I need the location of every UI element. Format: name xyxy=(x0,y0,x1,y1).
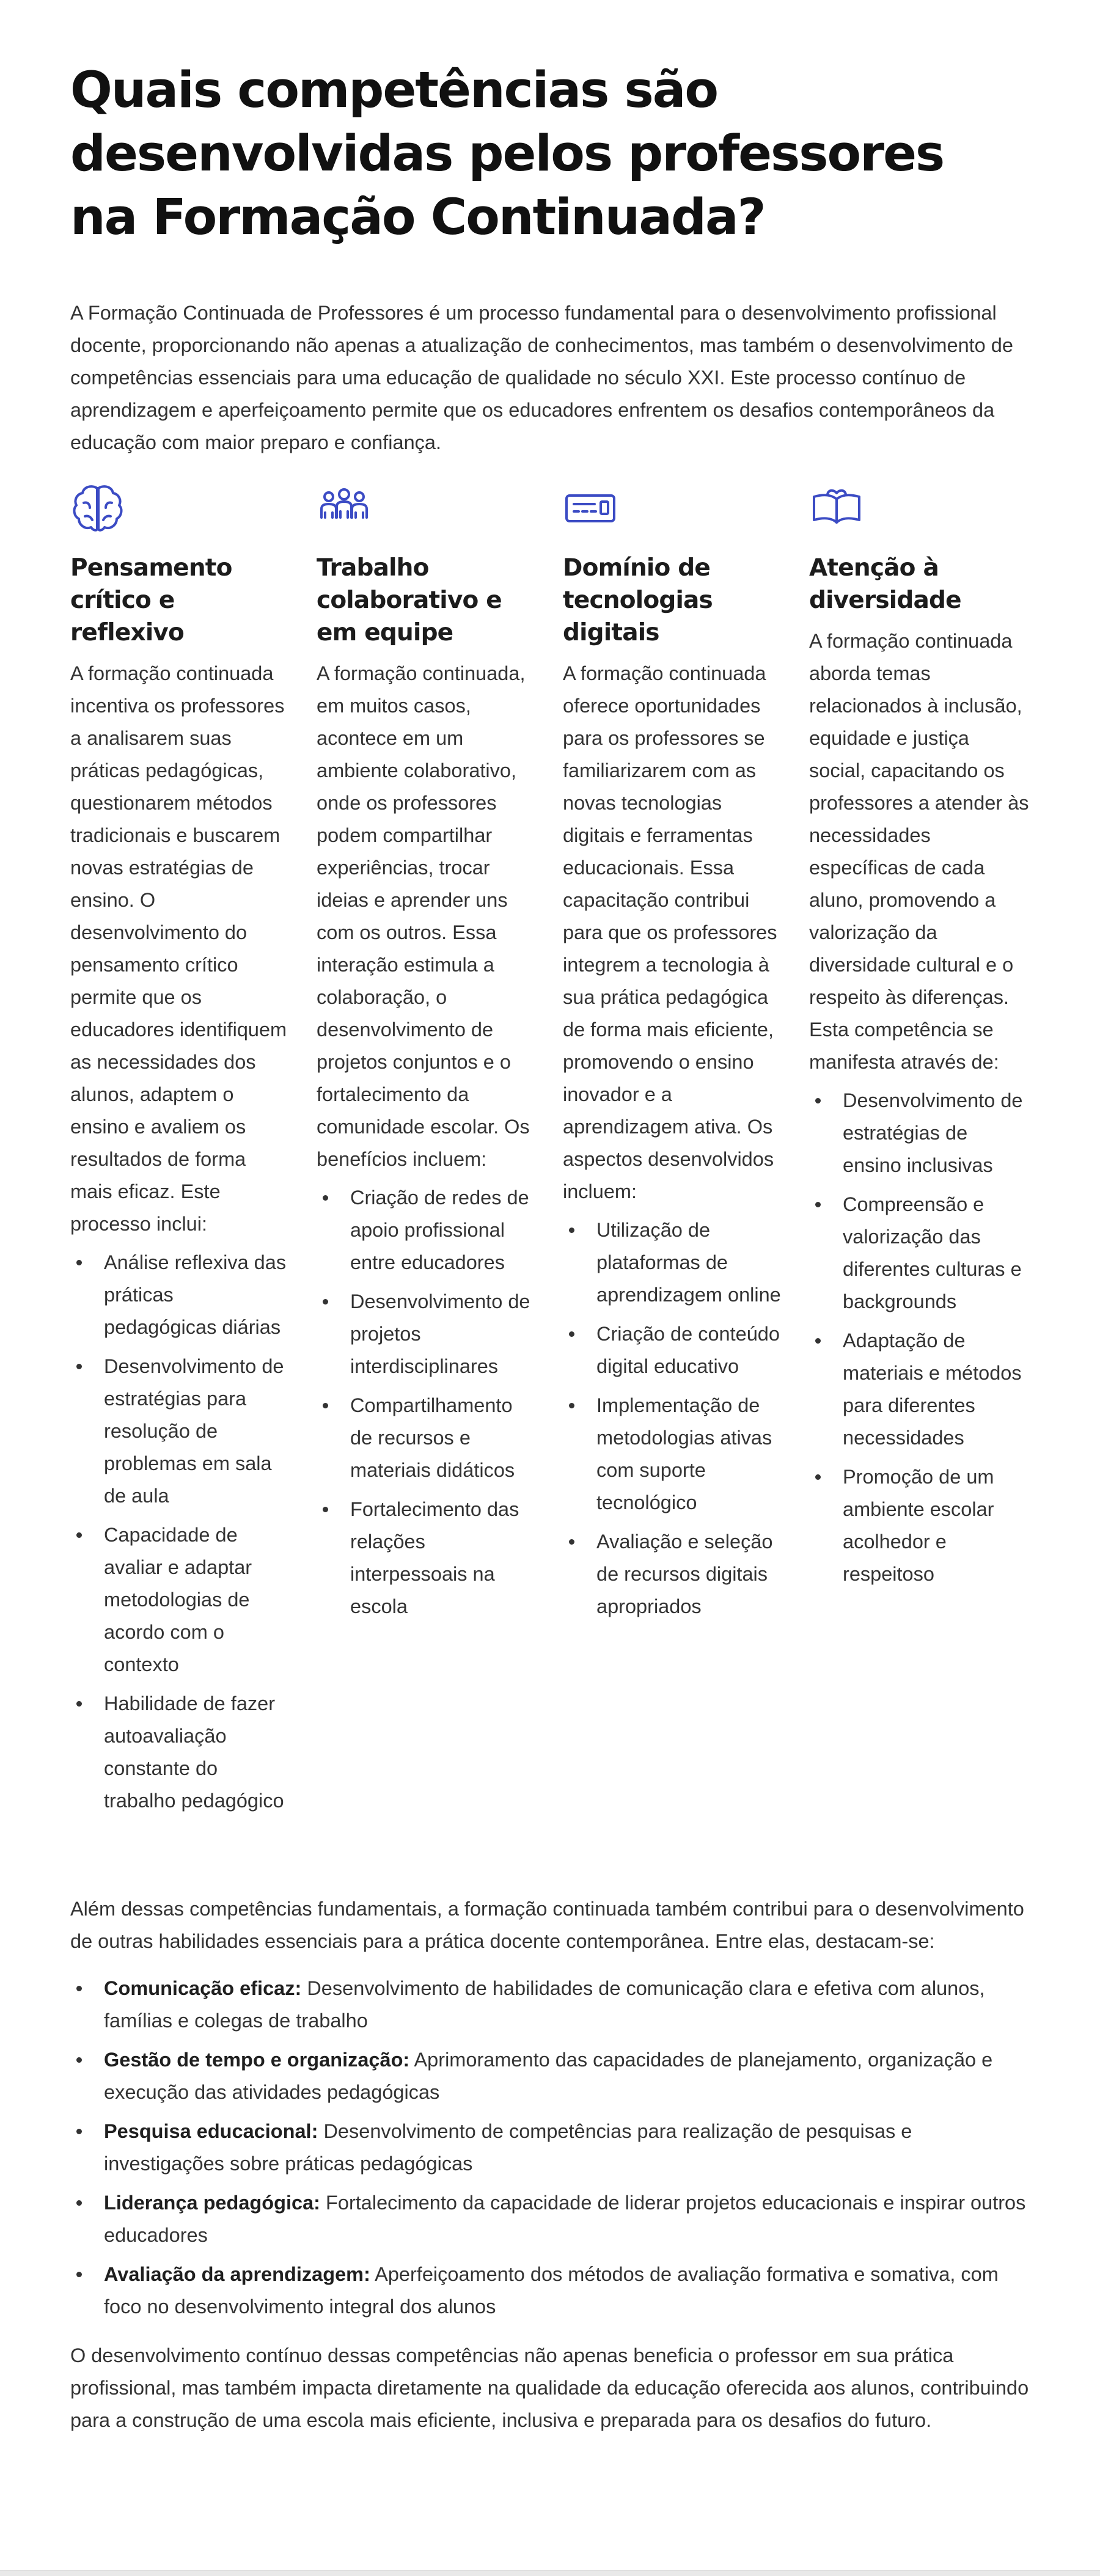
competency-text: A formação continuada incentiva os professores a analisarem suas práticas pedagógicas, questionarem métodos tradicionais e buscarem novas estratégias de ensino. O desenvolvimento do pensamento crítico permite que os educadores identifiquem as necessidades dos alunos, adaptem o ensino e avaliem os resultados de forma mais eficaz. Este processo inclui: xyxy=(70,662,287,1235)
additional-skills-section xyxy=(70,1893,1030,2437)
skill-label: Gestão de tempo e organização: xyxy=(104,2049,410,2071)
competency-card-diversity xyxy=(809,481,1030,1597)
competency-card-critical-thinking xyxy=(70,481,292,1824)
skill-text: Desenvolvimento de competências para realização de pesquisas e investigações sobre práticas pedagógicas xyxy=(104,2120,912,2175)
list-item xyxy=(70,1972,1030,2037)
competency-card-collaboration xyxy=(317,481,538,1630)
competency-text: A formação continuada oferece oportunidades para os professores se familiarizarem com as novas tecnologias digitais e ferramentas educacionais. Essa capacitação contribui para que os professores integrem a tecnologia à sua prática pedagógica de forma mais eficiente, promovendo o ensino inovador e a aprendizagem ativa. Os aspectos desenvolvidos incluem: xyxy=(563,662,777,1202)
list-item: Implementação de metodologias ativas com suporte tecnológico xyxy=(563,1389,784,1519)
skill-text: Aprimoramento das capacidades de planejamento, organização e execução das atividades pedagógicas xyxy=(104,2049,993,2103)
closing-paragraph: O desenvolvimento contínuo dessas competências não apenas beneficia o professor em sua prática profissional, mas também impacta diretamente na qualidade da educação oferecida aos alunos, contribuindo para a construção de uma escola mais eficiente, inclusiva e preparada para os desafios do futuro. xyxy=(70,2344,1029,2431)
skill-label: Avaliação da aprendizagem: xyxy=(104,2263,370,2285)
article xyxy=(70,59,1030,1898)
brain-icon xyxy=(70,481,125,536)
list-item xyxy=(70,2044,1030,2109)
list-item: Análise reflexiva das práticas pedagógicas diárias xyxy=(70,1246,292,1344)
skill-text: Aperfeiçoamento dos métodos de avaliação formativa e somativa, com foco no desenvolvimento integral dos alunos xyxy=(104,2263,999,2318)
competency-heading: Trabalho colaborativo e em equipe xyxy=(317,554,502,646)
competency-list xyxy=(70,1246,292,1817)
skill-text: Desenvolvimento de habilidades de comunicação clara e efetiva com alunos, famílias e colegas de trabalho xyxy=(104,1977,985,2032)
list-item: Fortalecimento das relações interpessoais na escola xyxy=(317,1493,538,1623)
list-item: Adaptação de materiais e métodos para diferentes necessidades xyxy=(809,1325,1030,1454)
competency-heading: Pensamento crítico e reflexivo xyxy=(70,554,232,646)
additional-skills-intro: Além dessas competências fundamentais, a formação continuada também contribui para o desenvolvimento de outras habilidades essenciais para a prática docente contemporânea. Entre elas, destacam-se: xyxy=(70,1898,1024,1952)
list-item: Capacidade de avaliar e adaptar metodologias de acordo com o contexto xyxy=(70,1519,292,1681)
list-item: Criação de conteúdo digital educativo xyxy=(563,1318,784,1383)
list-item xyxy=(70,2258,1030,2323)
list-item: Desenvolvimento de estratégias para resolução de problemas em sala de aula xyxy=(70,1350,292,1512)
competency-list xyxy=(809,1085,1030,1590)
competency-heading: Domínio de tecnologias digitais xyxy=(563,554,713,646)
page-title: Quais competências são desenvolvidas pelos professores na Formação Continuada? xyxy=(70,62,944,246)
book-icon xyxy=(809,481,864,536)
list-item: Promoção de um ambiente escolar acolhedor e respeitoso xyxy=(809,1461,1030,1590)
skill-text: Fortalecimento da capacidade de liderar projetos educacionais e inspirar outros educadores xyxy=(104,2192,1026,2246)
bottom-divider xyxy=(0,2570,1100,2576)
competency-list xyxy=(317,1182,538,1623)
additional-skills-list xyxy=(70,1972,1030,2323)
list-item: Avaliação e seleção de recursos digitais apropriados xyxy=(563,1526,784,1623)
list-item xyxy=(70,2115,1030,2180)
list-item: Desenvolvimento de projetos interdisciplinares xyxy=(317,1286,538,1383)
list-item: Compartilhamento de recursos e materiais didáticos xyxy=(317,1389,538,1487)
skill-label: Pesquisa educacional: xyxy=(104,2120,318,2142)
competency-text: A formação continuada aborda temas relacionados à inclusão, equidade e justiça social, capacitando os professores a atender às necessidades específicas de cada aluno, promovendo a valorização da diversidade cultural e o respeito às diferenças. Esta competência se manifesta através de: xyxy=(809,630,1029,1073)
list-item: Utilização de plataformas de aprendizagem online xyxy=(563,1214,784,1311)
list-item xyxy=(70,2187,1030,2252)
group-icon xyxy=(317,481,372,536)
list-item: Criação de redes de apoio profissional entre educadores xyxy=(317,1182,538,1279)
list-item: Habilidade de fazer autoavaliação constante do trabalho pedagógico xyxy=(70,1688,292,1817)
skill-label: Comunicação eficaz: xyxy=(104,1977,302,1999)
competency-heading: Atenção à diversidade xyxy=(809,554,961,614)
competency-text: A formação continuada, em muitos casos, acontece em um ambiente colaborativo, onde os professores podem compartilhar experiências, trocar ideias e aprender uns com os outros. Essa interação estimula a colaboração, o desenvolvimento de projetos conjuntos e o fortalecimento da comunidade escolar. Os benefícios incluem: xyxy=(317,662,530,1170)
intro-paragraph: A Formação Continuada de Professores é um processo fundamental para o desenvolvimento profissional docente, proporcionando não apenas a atualização de conhecimentos, mas também o desenvolvimento de competências essenciais para uma educação de qualidade no século XXI. Este processo contínuo de aprendizagem e aperfeiçoamento permite que os educadores enfrentem os desafios contemporâneos da educação com maior preparo e confiança. xyxy=(70,302,1013,453)
skill-label: Liderança pedagógica: xyxy=(104,2192,320,2214)
competency-list xyxy=(563,1214,784,1623)
list-item: Desenvolvimento de estratégias de ensino inclusivas xyxy=(809,1085,1030,1182)
competencies-grid xyxy=(70,481,1030,1898)
competency-card-digital xyxy=(563,481,784,1630)
device-icon xyxy=(563,481,618,536)
list-item: Compreensão e valorização das diferentes culturas e backgrounds xyxy=(809,1188,1030,1318)
